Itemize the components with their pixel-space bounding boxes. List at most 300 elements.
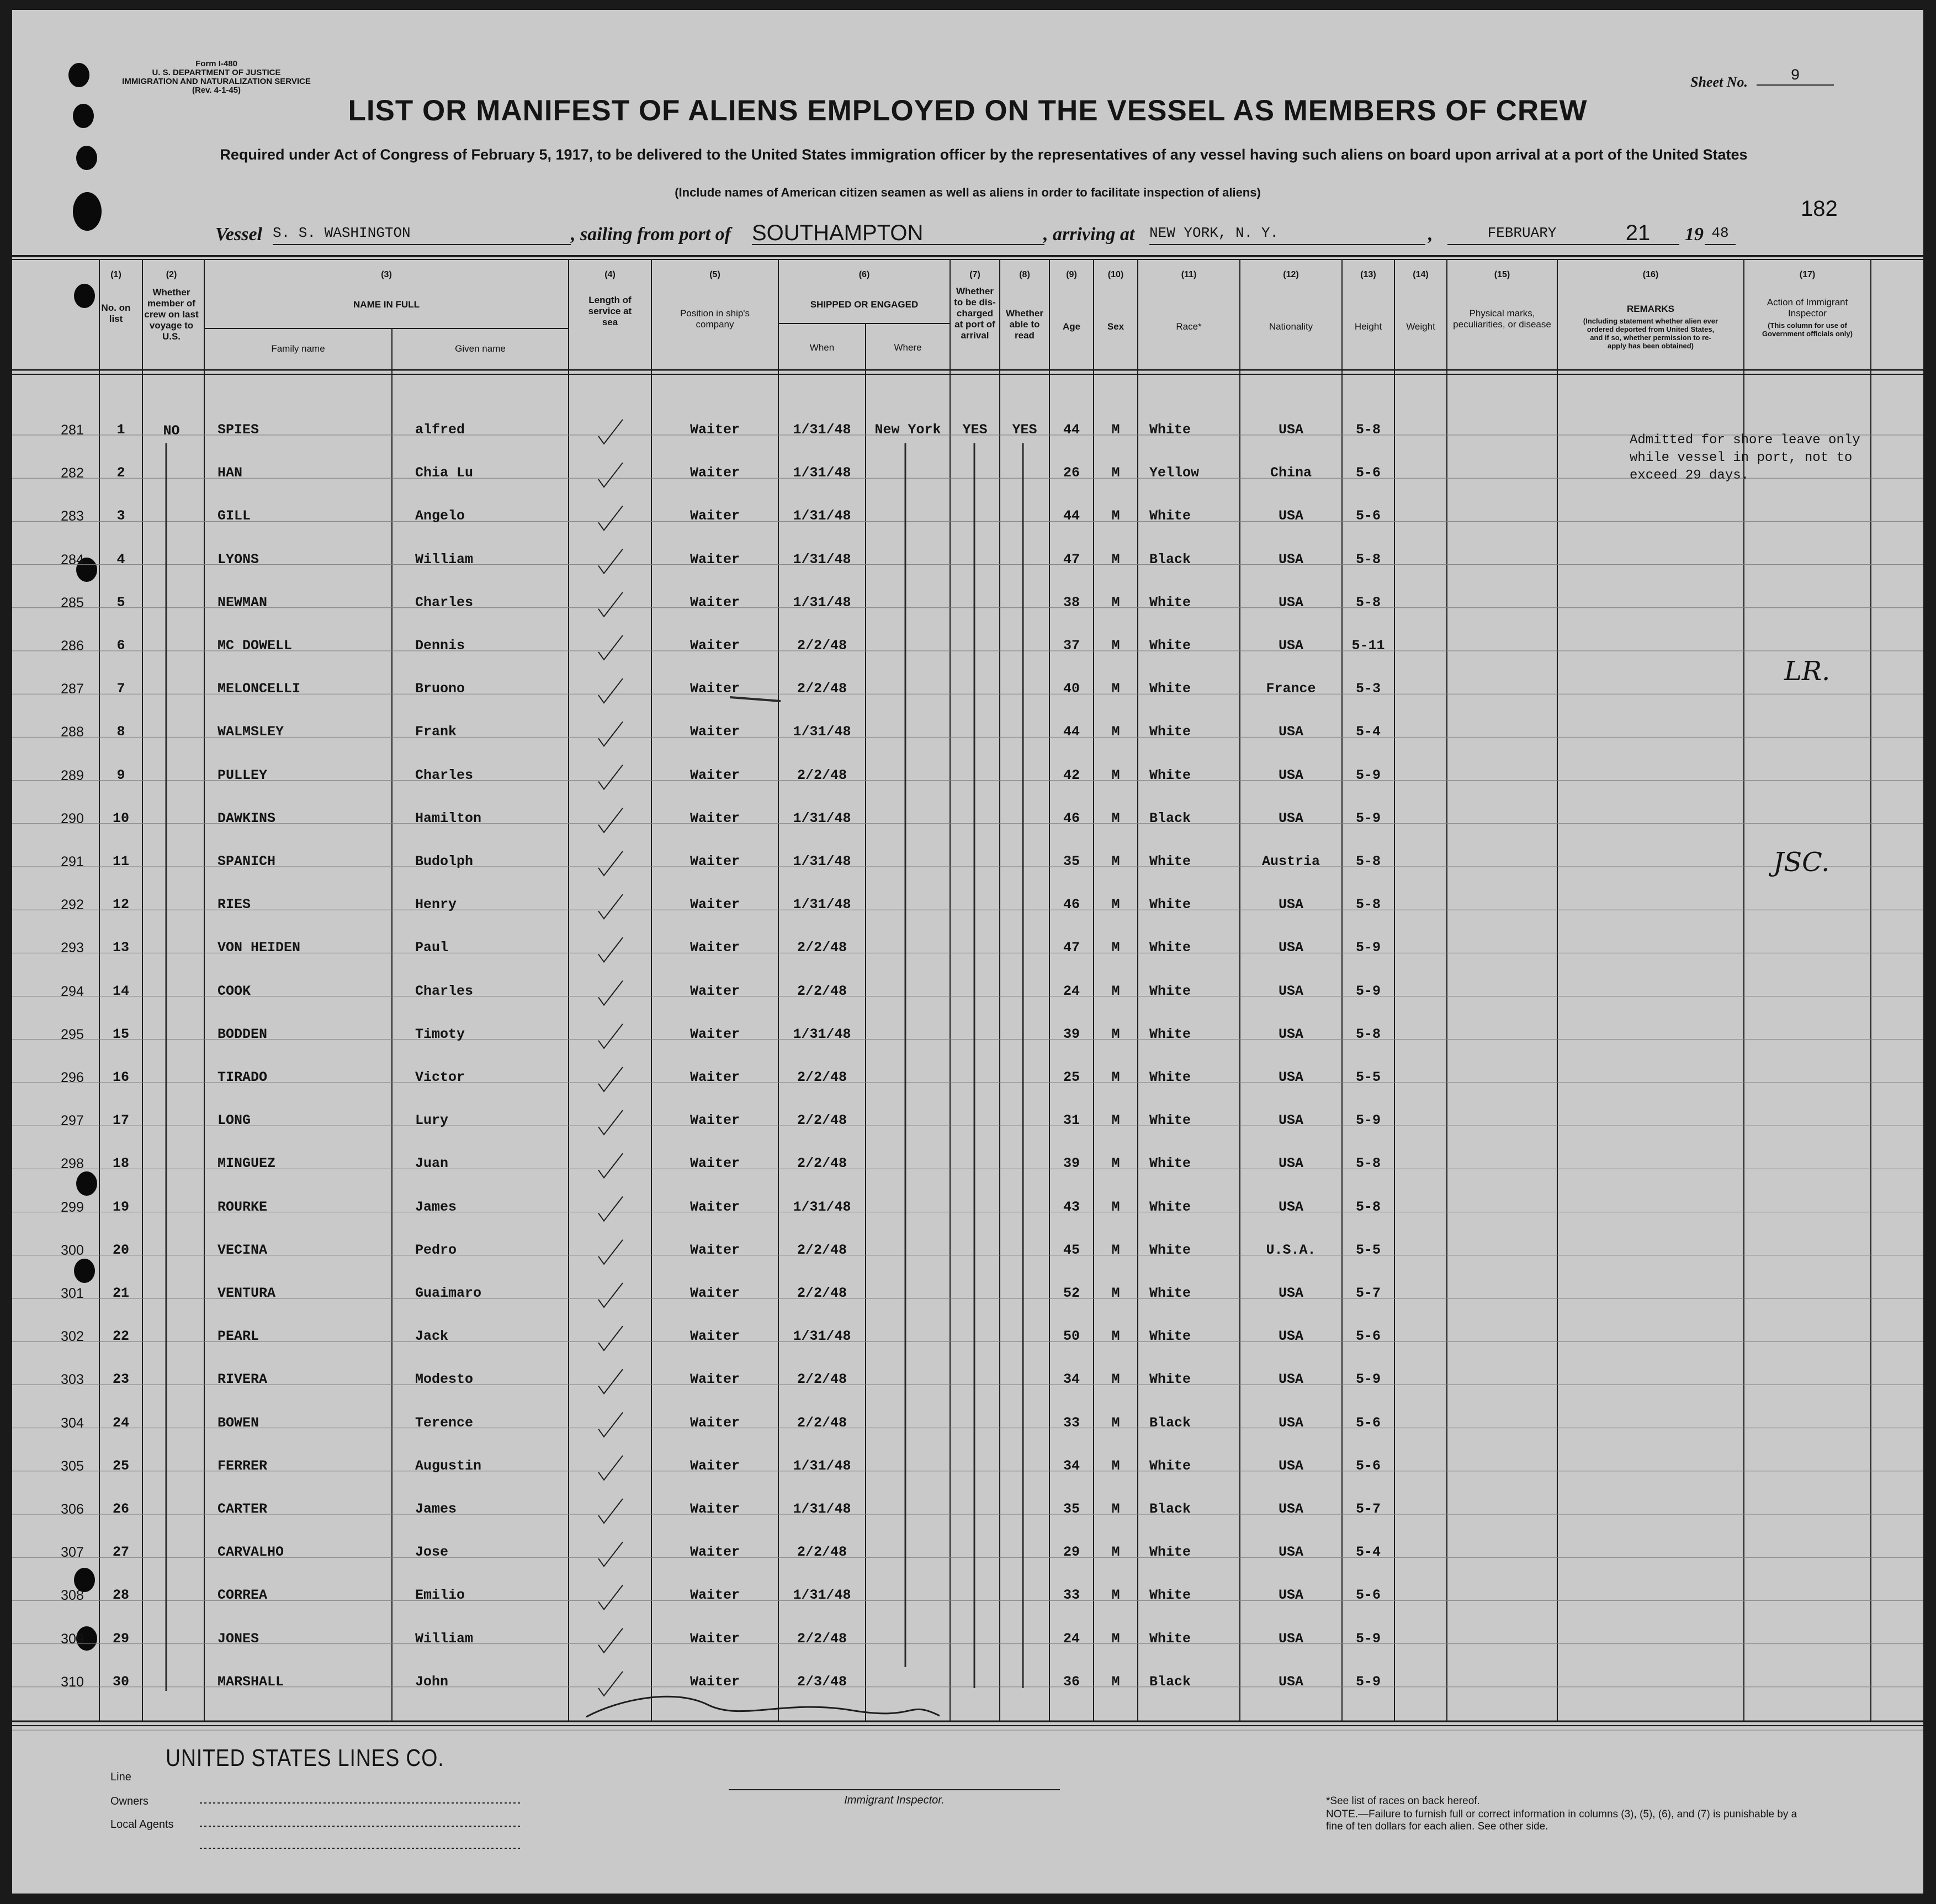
sex: M	[1111, 1069, 1120, 1085]
age: 34	[1063, 1457, 1080, 1474]
nationality: USA	[1278, 594, 1303, 611]
seq-number: 295	[61, 1026, 84, 1042]
family-name: SPIES	[218, 422, 259, 438]
nationality: USA	[1278, 422, 1303, 438]
punch-hole	[76, 146, 97, 170]
punch-hole	[74, 284, 95, 308]
position: Waiter	[689, 594, 740, 611]
given-name: William	[415, 1630, 474, 1647]
family-name: TIRADO	[218, 1069, 268, 1085]
position: Waiter	[689, 897, 740, 913]
seq-number: 290	[61, 810, 84, 826]
list-number: 24	[112, 1414, 129, 1431]
height: 5-8	[1355, 422, 1381, 438]
race: Black	[1149, 1673, 1191, 1690]
col-3a-header: Family name	[271, 343, 325, 354]
nationality: USA	[1278, 1155, 1303, 1172]
vessel-name: S. S. WASHINGTON	[273, 222, 571, 245]
seq-number: 304	[61, 1415, 84, 1431]
shipped-when: 1/31/48	[793, 551, 851, 568]
shipped-when: 2/2/48	[797, 1285, 847, 1301]
sex: M	[1111, 1285, 1120, 1301]
age: 52	[1063, 1285, 1080, 1301]
service-checkmark	[598, 1067, 623, 1091]
service-checkmark	[598, 1542, 623, 1566]
family-name: MC DOWELL	[218, 638, 293, 654]
family-name: PEARL	[218, 1328, 259, 1345]
seq-number: 288	[61, 724, 84, 740]
race: White	[1149, 1112, 1191, 1129]
family-name: CARVALHO	[218, 1544, 284, 1561]
shipped-when: 1/31/48	[793, 897, 851, 913]
position: Waiter	[689, 422, 740, 438]
sex: M	[1111, 551, 1120, 568]
race: White	[1149, 638, 1191, 654]
nationality: USA	[1278, 1630, 1303, 1647]
position: Waiter	[689, 1242, 740, 1258]
family-name: CORREA	[218, 1587, 268, 1604]
nationality: USA	[1278, 1285, 1303, 1301]
sex: M	[1111, 1371, 1120, 1388]
seq-number: 309	[61, 1631, 84, 1647]
seq-number: 282	[61, 465, 84, 481]
service-checkmark	[598, 420, 623, 444]
height: 5-6	[1355, 508, 1381, 524]
nationality: USA	[1278, 1544, 1303, 1561]
list-number: 20	[112, 1242, 129, 1258]
punch-hole	[76, 1171, 97, 1196]
age: 33	[1063, 1414, 1080, 1431]
seq-number: 294	[61, 983, 84, 999]
col-3b-header: Given name	[455, 343, 506, 354]
shipped-when: 1/31/48	[793, 594, 851, 611]
given-name: Augustin	[415, 1457, 482, 1474]
shipped-when: 2/2/48	[797, 983, 847, 999]
family-name: PULLEY	[218, 767, 268, 783]
family-name: DAWKINS	[218, 810, 276, 826]
seq-number: 300	[61, 1242, 84, 1258]
height: 5-6	[1355, 465, 1381, 481]
shipped-when: 2/2/48	[797, 1155, 847, 1172]
nationality: France	[1266, 681, 1316, 697]
shipped-when: 1/31/48	[793, 422, 851, 438]
nationality: USA	[1278, 1414, 1303, 1431]
family-name: LYONS	[218, 551, 259, 568]
service-checkmark	[598, 678, 623, 703]
col-4-number: (4)	[604, 270, 616, 279]
position: Waiter	[689, 551, 740, 568]
race: White	[1149, 681, 1191, 697]
col-14-header: Weight	[1406, 321, 1435, 332]
discharge-at-port: YES	[962, 422, 988, 438]
race: Black	[1149, 1414, 1191, 1431]
position: Waiter	[689, 638, 740, 654]
given-name: James	[415, 1198, 457, 1215]
col-2-number: (2)	[166, 270, 177, 279]
sailing-port: SOUTHAMPTON	[752, 222, 1044, 245]
arrival-year: 48	[1705, 222, 1736, 245]
service-checkmark	[598, 722, 623, 746]
col-13-header: Height	[1354, 321, 1382, 332]
line-label: Line	[110, 1771, 131, 1783]
list-number: 6	[116, 638, 125, 654]
given-name: John	[415, 1673, 449, 1690]
shipped-when: 1/31/48	[793, 1198, 851, 1215]
sex: M	[1111, 940, 1120, 956]
position: Waiter	[689, 1026, 740, 1042]
height: 5-8	[1355, 1198, 1381, 1215]
position: Waiter	[689, 1069, 740, 1085]
arrival-day: 21	[1596, 222, 1679, 245]
race: Black	[1149, 810, 1191, 826]
col-2-header: Whether member of crew on last voyage to U.S.	[144, 287, 199, 342]
sex: M	[1111, 1198, 1120, 1215]
race: White	[1149, 1242, 1191, 1258]
given-name: Jose	[415, 1544, 449, 1561]
seq-number: 303	[61, 1372, 84, 1388]
form-department: U. S. DEPARTMENT OF JUSTICE	[152, 68, 281, 77]
list-number: 16	[112, 1069, 129, 1085]
given-name: William	[415, 551, 474, 568]
sex: M	[1111, 1242, 1120, 1258]
family-name: WALMSLEY	[218, 724, 284, 740]
seq-number: 293	[61, 940, 84, 956]
position: Waiter	[689, 724, 740, 740]
nationality: USA	[1278, 1673, 1303, 1690]
given-name: Modesto	[415, 1371, 474, 1388]
form-identification	[117, 60, 316, 95]
service-checkmark	[598, 981, 623, 1005]
inspector-signature-label: Immigrant Inspector.	[844, 1794, 945, 1806]
race: White	[1149, 1587, 1191, 1604]
race: White	[1149, 724, 1191, 740]
position: Waiter	[689, 810, 740, 826]
position: Waiter	[689, 1501, 740, 1517]
given-name: Dennis	[415, 638, 465, 654]
given-name: Charles	[415, 594, 474, 611]
seq-number: 285	[61, 595, 84, 611]
height: 5-6	[1355, 1414, 1381, 1431]
nationality: USA	[1278, 897, 1303, 913]
list-number: 3	[116, 508, 125, 524]
col-6-header: SHIPPED OR ENGAGED	[810, 299, 919, 310]
col-9-header: Age	[1062, 321, 1081, 332]
age: 45	[1063, 1242, 1080, 1258]
age: 24	[1063, 983, 1080, 999]
position: Waiter	[689, 853, 740, 869]
shipped-when: 2/2/48	[797, 1242, 847, 1258]
shipped-when: 2/2/48	[797, 1630, 847, 1647]
sex: M	[1111, 1328, 1120, 1345]
given-name: Chia Lu	[415, 465, 474, 481]
service-checkmark	[598, 1326, 623, 1350]
remark-shore-leave: Admitted for shore leave only while vessel in port, not to exceed 29 days.	[1630, 433, 1860, 483]
seq-number: 307	[61, 1545, 84, 1561]
nationality: USA	[1278, 767, 1303, 783]
race: White	[1149, 1630, 1191, 1647]
age: 33	[1063, 1587, 1080, 1604]
list-number: 25	[112, 1457, 129, 1474]
race: White	[1149, 1544, 1191, 1561]
position: Waiter	[689, 508, 740, 524]
col-15-number: (15)	[1494, 270, 1510, 279]
given-name: Timoty	[415, 1026, 465, 1042]
able-to-read: YES	[1012, 422, 1037, 438]
shipped-when: 1/31/48	[793, 1501, 851, 1517]
list-number: 1	[116, 422, 125, 438]
local-agents-label: Local Agents	[110, 1818, 174, 1831]
age: 40	[1063, 681, 1080, 697]
height: 5-6	[1355, 1328, 1381, 1345]
shipped-when: 1/31/48	[793, 465, 851, 481]
age: 25	[1063, 1069, 1080, 1085]
col-10-number: (10)	[1107, 270, 1124, 279]
height: 5-3	[1355, 681, 1381, 697]
race: White	[1149, 853, 1191, 869]
height: 5-4	[1355, 724, 1381, 740]
list-number: 21	[112, 1285, 129, 1301]
nationality: USA	[1278, 1069, 1303, 1085]
shipped-when: 2/2/48	[797, 1544, 847, 1561]
age: 47	[1063, 551, 1080, 568]
nationality: U.S.A.	[1266, 1242, 1316, 1258]
age: 35	[1063, 1501, 1080, 1517]
age: 24	[1063, 1630, 1080, 1647]
col-8-header: Whether able to read	[1006, 308, 1043, 341]
given-name: James	[415, 1501, 457, 1517]
family-name: FERRER	[218, 1457, 268, 1474]
col-13-number: (13)	[1360, 270, 1376, 279]
given-name: Charles	[415, 767, 474, 783]
given-name: Angelo	[415, 508, 465, 524]
age: 34	[1063, 1371, 1080, 1388]
seq-number: 284	[61, 551, 84, 568]
sex: M	[1111, 1457, 1120, 1474]
given-name: Hamilton	[415, 810, 482, 826]
list-number: 10	[112, 810, 129, 826]
requirement-text: Required under Act of Congress of February 5, 1917, to be delivered to the United States immigration officer by the representatives of any vessel having such aliens on board upon arrival at a port of the United States	[220, 146, 1748, 163]
sex: M	[1111, 1155, 1120, 1172]
position: Waiter	[689, 1544, 740, 1561]
nationality: USA	[1278, 1026, 1303, 1042]
family-name: VON HEIDEN	[218, 940, 301, 956]
race: White	[1149, 422, 1191, 438]
list-number: 13	[112, 940, 129, 956]
position: Waiter	[689, 1371, 740, 1388]
nationality: USA	[1278, 1587, 1303, 1604]
sheet-number-label: Sheet No.	[1690, 74, 1748, 90]
family-name: HAN	[218, 465, 243, 481]
age: 44	[1063, 724, 1080, 740]
age: 47	[1063, 940, 1080, 956]
family-name: MINGUEZ	[218, 1155, 276, 1172]
list-number: 2	[116, 465, 125, 481]
family-name: CARTER	[218, 1501, 268, 1517]
year-prefix: 19	[1685, 224, 1704, 245]
given-name: Pedro	[415, 1242, 457, 1258]
manifest-sheet	[12, 10, 1923, 1894]
col-17-header: Action of Immigrant Inspector	[1767, 297, 1848, 319]
list-number: 12	[112, 897, 129, 913]
service-checkmark	[598, 851, 623, 876]
list-number: 27	[112, 1544, 129, 1561]
height: 5-9	[1355, 983, 1381, 999]
list-number: 7	[116, 681, 125, 697]
age: 26	[1063, 465, 1080, 481]
nationality: Austria	[1261, 853, 1320, 869]
sailing-label: , sailing from port of	[571, 224, 731, 245]
sex: M	[1111, 983, 1120, 999]
col-14-number: (14)	[1413, 270, 1429, 279]
shipped-when: 2/2/48	[797, 1414, 847, 1431]
age: 39	[1063, 1155, 1080, 1172]
height: 5-8	[1355, 1155, 1381, 1172]
seq-number: 291	[61, 854, 84, 869]
nationality: USA	[1278, 1112, 1303, 1129]
given-name: Paul	[415, 940, 449, 956]
race: White	[1149, 1457, 1191, 1474]
punch-hole	[68, 63, 89, 87]
seq-number: 292	[61, 897, 84, 913]
height: 5-7	[1355, 1501, 1381, 1517]
col-17-subheader: (This column for use of Government officials only)	[1762, 321, 1853, 338]
given-name: Frank	[415, 724, 457, 740]
given-name: Guaimaro	[415, 1285, 482, 1301]
family-name: VENTURA	[218, 1285, 276, 1301]
height: 5-9	[1355, 1371, 1381, 1388]
age: 46	[1063, 810, 1080, 826]
seq-number: 286	[61, 638, 84, 654]
height: 5-5	[1355, 1242, 1381, 1258]
nationality: China	[1270, 465, 1312, 481]
col-17-number: (17)	[1799, 270, 1816, 279]
list-number: 14	[112, 983, 129, 999]
height: 5-9	[1355, 767, 1381, 783]
sex: M	[1111, 1630, 1120, 1647]
service-checkmark	[598, 549, 623, 574]
include-note: (Include names of American citizen seamen as well as aliens in order to facilitate inspection of aliens)	[675, 185, 1261, 199]
col-10-header: Sex	[1107, 321, 1125, 332]
position: Waiter	[689, 1198, 740, 1215]
sex: M	[1111, 853, 1120, 869]
position: Waiter	[689, 681, 740, 697]
seq-number: 302	[61, 1329, 84, 1345]
seq-number: 306	[61, 1502, 84, 1517]
form-service: IMMIGRATION AND NATURALIZATION SERVICE	[122, 77, 311, 86]
list-number: 28	[112, 1587, 129, 1604]
position: Waiter	[689, 1328, 740, 1345]
list-number: 5	[116, 594, 125, 611]
form-number: Form I-480	[195, 59, 237, 68]
seq-number: 308	[61, 1588, 84, 1604]
service-checkmark	[598, 937, 623, 962]
crew-last-voyage: NO	[163, 423, 180, 439]
height: 5-11	[1351, 638, 1385, 654]
race: White	[1149, 1198, 1191, 1215]
age: 46	[1063, 897, 1080, 913]
form-revision: (Rev. 4-1-45)	[192, 86, 241, 95]
service-checkmark	[598, 463, 623, 487]
age: 44	[1063, 422, 1080, 438]
nationality: USA	[1278, 940, 1303, 956]
height: 5-9	[1355, 810, 1381, 826]
list-number: 15	[112, 1026, 129, 1042]
sex: M	[1111, 1587, 1120, 1604]
age: 50	[1063, 1328, 1080, 1345]
sex: M	[1111, 681, 1120, 697]
punch-hole	[74, 1259, 95, 1283]
shipped-when: 1/31/48	[793, 1457, 851, 1474]
service-checkmark	[598, 1413, 623, 1437]
sex: M	[1111, 1414, 1120, 1431]
col-7-header: Whether to be dis-charged at port of arrival	[954, 286, 996, 341]
shipped-when: 2/2/48	[797, 1112, 847, 1129]
height: 5-8	[1355, 594, 1381, 611]
col-4-header: Length of service at sea	[588, 295, 632, 327]
list-number: 4	[116, 551, 125, 568]
seq-number: 289	[61, 767, 84, 783]
seq-number: 296	[61, 1070, 84, 1085]
arriving-label: , arriving at	[1043, 224, 1135, 245]
col-15-header: Physical marks, peculiarities, or disease	[1453, 308, 1551, 330]
position: Waiter	[689, 465, 740, 481]
sex: M	[1111, 1673, 1120, 1690]
arrival-month: FEBRUARY	[1447, 222, 1596, 245]
height: 5-9	[1355, 940, 1381, 956]
col-5-number: (5)	[709, 270, 720, 279]
race: White	[1149, 1328, 1191, 1345]
page-number: 182	[1801, 197, 1838, 221]
shipped-when: 2/2/48	[797, 638, 847, 654]
service-checkmark	[598, 1369, 623, 1393]
shipped-when: 1/31/48	[793, 810, 851, 826]
race: Black	[1149, 1501, 1191, 1517]
age: 31	[1063, 1112, 1080, 1129]
inspector-mark-row-11: JSC.	[1773, 847, 1830, 878]
service-checkmark	[598, 1672, 623, 1696]
line-value: UNITED STATES LINES CO.	[166, 1744, 444, 1772]
col-6a-header: When	[809, 342, 835, 353]
sex: M	[1111, 508, 1120, 524]
given-name: Budolph	[415, 853, 474, 869]
age: 39	[1063, 1026, 1080, 1042]
height: 5-8	[1355, 551, 1381, 568]
position: Waiter	[689, 1630, 740, 1647]
shipped-when: 2/3/48	[797, 1673, 847, 1690]
seq-number: 283	[61, 508, 84, 524]
col-6-number: (6)	[858, 270, 870, 279]
age: 35	[1063, 853, 1080, 869]
list-number: 29	[112, 1630, 129, 1647]
race: White	[1149, 594, 1191, 611]
shipped-when: 1/31/48	[793, 508, 851, 524]
height: 5-8	[1355, 1026, 1381, 1042]
shipped-when: 2/2/48	[797, 1371, 847, 1388]
comma: ,	[1428, 224, 1433, 245]
family-name: SPANICH	[218, 853, 276, 869]
height: 5-6	[1355, 1587, 1381, 1604]
service-checkmark	[598, 1283, 623, 1307]
age: 36	[1063, 1673, 1080, 1690]
seq-number: 301	[61, 1286, 84, 1301]
family-name: RIVERA	[218, 1371, 268, 1388]
shipped-when: 1/31/48	[793, 1587, 851, 1604]
seq-number: 299	[61, 1199, 84, 1215]
race: White	[1149, 940, 1191, 956]
age: 37	[1063, 638, 1080, 654]
seq-number: 281	[61, 422, 84, 438]
list-number: 8	[116, 724, 125, 740]
